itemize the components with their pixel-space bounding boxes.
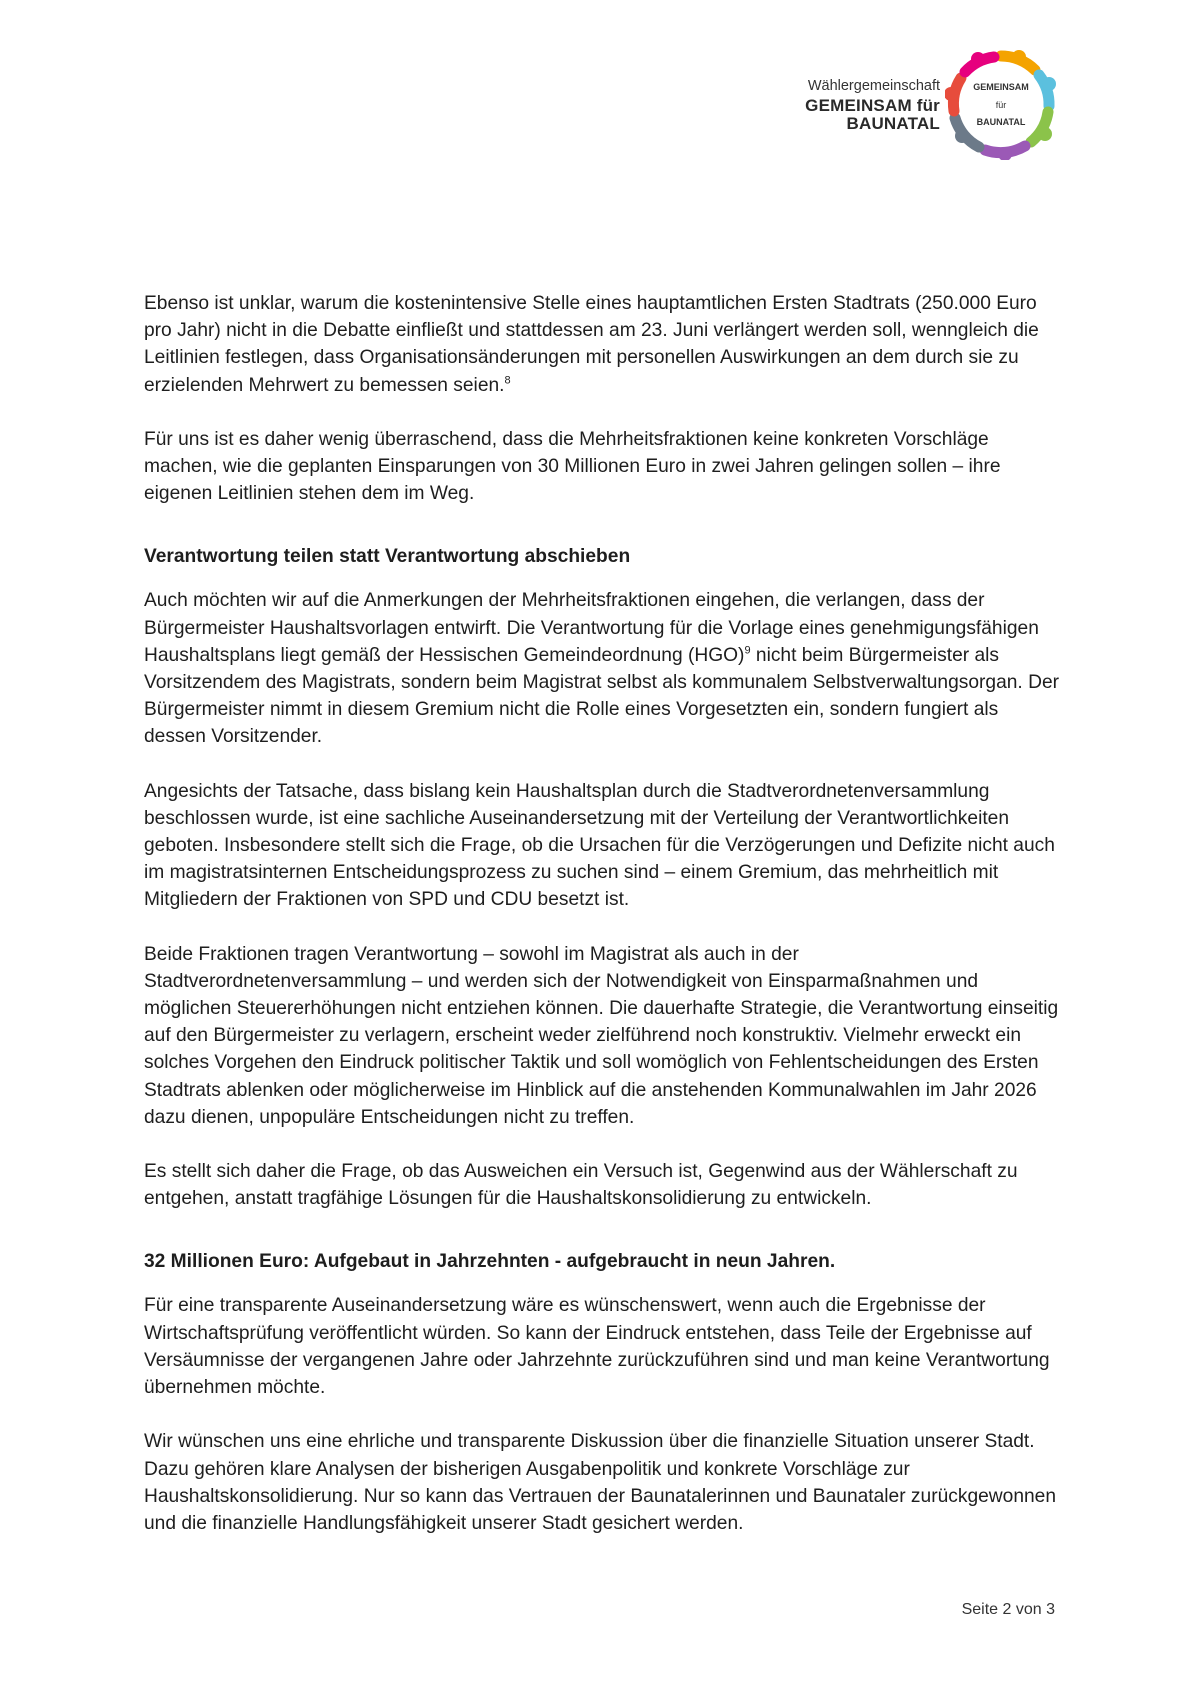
section-heading-32-millions: 32 Millionen Euro: Aufgebaut in Jahrzehnten - aufgebraucht in neun Jahren. [144, 1251, 836, 1273]
logo-text-top: GEMEINSAM [973, 82, 1029, 92]
organization-logo [945, 48, 1057, 160]
organization-subtitle: Wählergemeinschaft [807, 78, 940, 94]
organization-title-line2: BAUNATAL [846, 114, 940, 134]
paragraph-4: Angesichts der Tatsache, dass bislang kein Haushaltsplan durch die Stadtverordnetenversammlung beschlossen wurde, ist eine sachliche Auseinandersetzung mit der Verteilung der Verantwortlichkeiten geboten. Insbesondere stellt sich die Frage, ob die Ursachen für die Verzögerungen und Defizite nicht auch im magistratsinternen Entscheidungsprozess zu suchen sind – einem Gremium, das mehrheitlich mit Mitgliedern der Fraktionen von SPD und CDU besetzt ist. [144, 780, 1055, 911]
paragraph-5: Beide Fraktionen tragen Verantwortung – sowohl im Magistrat als auch in der Stadtverordnetenversammlung – und werden sich der Notwendigkeit von Einsparmaßnahmen und möglichen Steuererhöhungen nicht entziehen können. Die dauerhafte Strategie, die Verantwortung einseitig auf den Bürgermeister zu verlagern, erscheint weder zielführend noch konstruktiv. Vielmehr erweckt ein solches Vorgehen den Eindruck politischer Taktik und soll womöglich von Fehlentscheidungen des Ersten Stadtrats ablenken oder möglicherweise im Hinblick auf die anstehenden Kommunalwahlen im Jahr 2026 dazu dienen, unpopuläre Entscheidungen nicht zu treffen. [144, 943, 1059, 1128]
paragraph-3-text-b: nicht beim Bürgermeister als Vorsitzendem des Magistrats, sondern beim Magistrat selbst als kommunalem Selbstverwaltungsorgan. Der Bürgermeister nimmt in diesem Gremium nicht die Rolle eines Vorgesetzten ein, sondern fungiert als dessen Vorsitzender. [144, 644, 1060, 748]
logo-text-mid: für [995, 100, 1007, 110]
logo-text-bottom: BAUNATAL [976, 117, 1026, 127]
document-body [144, 290, 1064, 1564]
paragraph-1 [144, 290, 1064, 399]
page-number: Seite 2 von 3 [961, 1601, 1055, 1618]
paragraph-1-text: Ebenso ist unklar, warum die kostenintensive Stelle eines hauptamtlichen Ersten Stadtrats (250.000 Euro pro Jahr) nicht in die Debatte einfließt und stattdessen am 23. Juni verlängert werden soll, wenngleich die Leitlinien festlegen, dass Organisationsänderungen mit personellen Auswirkungen an dem durch sie zu erzielenden Mehrwert zu bemessen seien. [144, 293, 1039, 396]
paragraph-7: Für eine transparente Auseinandersetzung wäre es wünschenswert, wenn auch die Ergebnisse der Wirtschaftsprüfung veröffentlicht würden. So kann der Eindruck entstehen, dass Teile der Ergebnisse auf Versäumnisse der vergangenen Jahre oder Jahrzehnte zurückzuführen sind und man keine Verantwortung übernehmen möchte. [144, 1295, 1050, 1399]
footnote-ref-8[interactable]: 8 [504, 374, 511, 387]
paragraph-3 [144, 587, 1064, 750]
organization-title-line1: GEMEINSAM für [805, 96, 940, 116]
organization-name [805, 79, 940, 133]
paragraph-8: Wir wünschen uns eine ehrliche und transparente Diskussion über die finanzielle Situation unserer Stadt. Dazu gehören klare Analysen der bisherigen Ausgabenpolitik und konkrete Vorschläge zur Haushaltskonsolidierung. Nur so kann das Vertrauen der Baunatalerinnen und Baunataler zurückgewonnen und die finanzielle Handlungsfähigkeit unserer Stadt gesichert werden. [144, 1431, 1057, 1534]
section-heading-responsibility: Verantwortung teilen statt Verantwortung abschieben [144, 546, 631, 568]
paragraph-2: Für uns ist es daher wenig überraschend, dass die Mehrheitsfraktionen keine konkreten Vorschläge machen, wie die geplanten Einsparungen von 30 Millionen Euro in zwei Jahren gelingen sollen – ihre eigenen Leitlinien stehen dem im Weg. [144, 428, 1001, 505]
footnote-ref-9[interactable]: 9 [744, 644, 751, 657]
paragraph-6: Es stellt sich daher die Frage, ob das Ausweichen ein Versuch ist, Gegenwind aus der Wählerschaft zu entgehen, anstatt tragfähige Lösungen für die Haushaltskonsolidierung zu entwickeln. [144, 1161, 1018, 1210]
paragraph-3-text-a: Auch möchten wir auf die Anmerkungen der Mehrheitsfraktionen eingehen, die verlangen, dass der Bürgermeister Haushaltsvorlagen entwirft. Die Verantwortung für die Vorlage eines genehmigungsfähigen Haushaltsplans liegt gemäß der Hessischen Gemeindeordnung (HGO) [144, 590, 1039, 666]
